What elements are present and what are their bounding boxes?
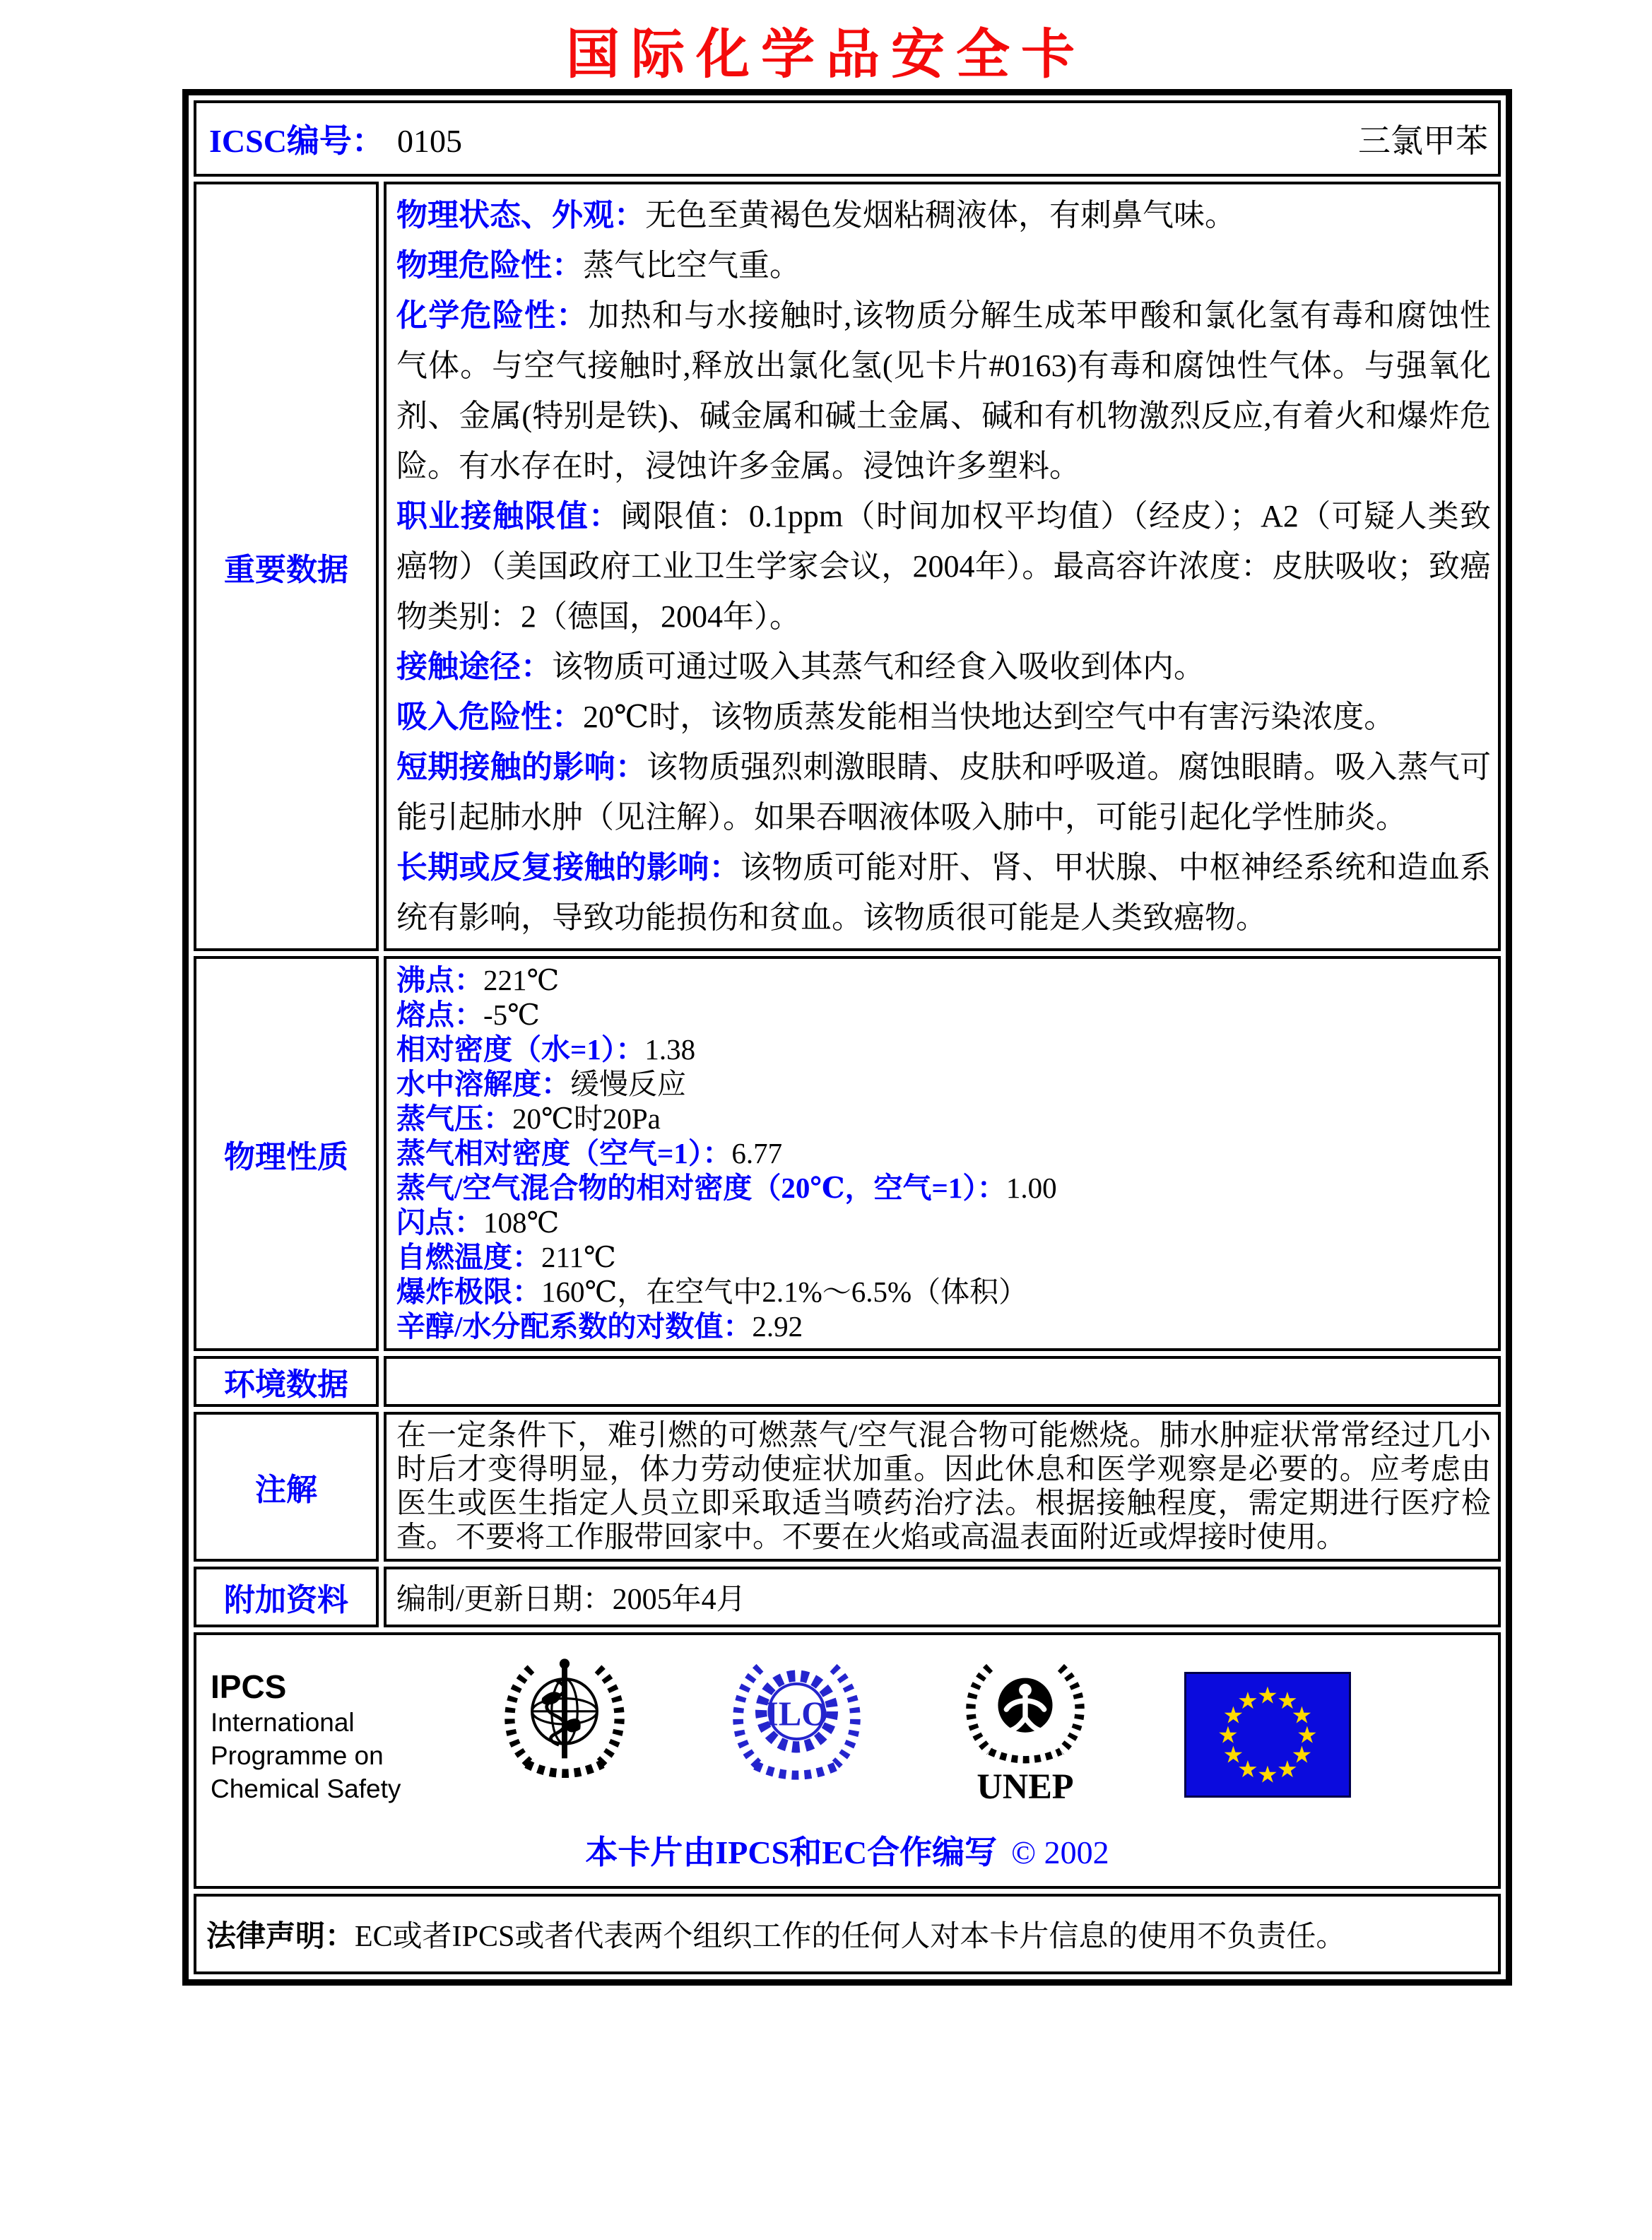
eu-flag-star: ★ [1237,1755,1258,1783]
ipcs-footer-cell [194,1632,1501,1889]
header-row [194,100,1501,177]
eu-flag-icon [1184,1672,1351,1798]
eu-flag-star: ★ [1257,1681,1278,1709]
notes-row [194,1412,1501,1562]
environmental-data-content [384,1356,1501,1407]
physical-item: 水中溶解度：缓慢反应 [396,1068,686,1100]
row-label-important-data: 重要数据 [194,182,379,951]
important-item: 物理状态、外观：无色至黄褐色发烟粘稠液体，有刺鼻气味。 [396,198,1236,232]
important-item: 职业接触限值：阈限值：0.1ppm（时间加权平均值）（经皮）；A2（可疑人类致癌物）（美国政府工业卫生学家会议，2004年）。最高容许浓度：皮肤吸收；致癌物类别：2（德国，2004年）。 [396,499,1491,634]
eu-flag-star: ★ [1237,1687,1258,1715]
additional-info-row [194,1567,1501,1627]
eu-flag-star: ★ [1277,1687,1298,1715]
eu-flag-star: ★ [1291,1740,1313,1769]
ipcs-text-block [211,1668,401,1805]
icsc-number-label: ICSC编号： [209,123,384,159]
physical-item: 爆炸极限：160℃，在空气中2.1%～6.5%（体积） [396,1275,1028,1308]
row-label-notes: 注解 [194,1412,379,1562]
ilo-logo-text: ILO [765,1694,829,1733]
unep-logo-icon [962,1655,1088,1805]
important-data-row [194,182,1501,951]
eu-flag-star: ★ [1222,1701,1244,1729]
important-data-content [384,182,1501,951]
ilo-logo-icon [728,1656,866,1785]
copyright-line [196,1827,1498,1873]
legal-statement-label: 法律声明： [206,1921,355,1953]
physical-item: 熔点：-5℃ [396,998,541,1031]
eu-flag-star: ★ [1291,1701,1313,1729]
icsc-number-value: 0105 [396,123,462,159]
eu-flag-star: ★ [1257,1760,1278,1788]
important-item: 化学危险性：加热和与水接触时,该物质分解生成苯甲酸和氯化氢有毒和腐蚀性气体。与空气接触时,释放出氯化氢(见卡片#0163)有毒和腐蚀性气体。与强氧化剂、金属(特别是铁)、碱金属和碱土金属、碱和有机物激烈反应,有着火和爆炸危险。有水存在时，浸蚀许多金属。浸蚀许多塑料。 [396,298,1492,483]
row-label-additional-info: 附加资料 [194,1567,379,1627]
chemical-name: 三氯甲苯 [1358,123,1488,159]
eu-flag-star: ★ [1297,1721,1318,1749]
physical-item: 自燃温度：211℃ [396,1241,616,1273]
legal-statement-text: EC或者IPCS或者代表两个组织工作的任何人对本卡片信息的使用不负责任。 [355,1921,1346,1953]
notes-content [384,1412,1501,1562]
copyright-year: © 2002 [1011,1834,1109,1870]
row-label-environmental-data: 环境数据 [194,1356,379,1407]
eu-flag-star: ★ [1222,1740,1244,1769]
physical-item: 蒸气/空气混合物的相对密度（20℃，空气=1）：1.00 [396,1172,1057,1204]
physical-item: 沸点：221℃ [396,964,560,996]
icsc-number-group [209,115,462,162]
header-cell [194,100,1501,177]
important-item: 长期或反复接触的影响：该物质可能对肝、肾、甲状腺、中枢神经系统和造血系统有影响，导致功能损伤和贫血。该物质很可能是人类致癌物。 [396,850,1492,935]
physical-item: 相对密度（水=1）：1.38 [396,1033,696,1066]
physical-item: 闪点：108℃ [396,1206,560,1239]
logo-strip [196,1645,1498,1805]
important-item: 接触途径：该物质可通过吸入其蒸气和经食入吸收到体内。 [396,649,1205,684]
important-item: 物理危险性：蒸气比空气重。 [396,248,801,283]
unep-logo-text: UNEP [976,1767,1074,1805]
notes-text: 在一定条件下，难引燃的可燃蒸气/空气混合物可能燃烧。肺水肿症状常常经过几小时后才变得明显，体力劳动使症状加重。因此休息和医学观察是必要的。应考虑由医生或医生指定人员立即采取适当喷药治疗法。根据接触程度，需定期进行医疗检查。不要将工作服带回家中。不要在火焰或高温表面附近或焊接时使用。 [396,1420,1491,1554]
row-label-physical-properties: 物理性质 [194,956,379,1351]
page-title: 国际化学品安全卡 [566,23,1086,86]
legal-statement-cell [194,1894,1501,1974]
ipcs-footer-row [194,1632,1501,1889]
eu-flag-star: ★ [1277,1755,1298,1783]
ipcs-subtitle-line: Programme on [211,1741,384,1770]
environmental-data-row [194,1356,1501,1407]
ipcs-acronym: IPCS [211,1668,287,1705]
physical-properties-content [384,956,1501,1351]
eu-flag-star: ★ [1217,1721,1239,1749]
legal-row [194,1894,1501,1974]
icsc-card-table [182,89,1512,1986]
important-item: 吸入危险性：20℃时，该物质蒸发能相当快地达到空气中有害污染浓度。 [396,700,1396,734]
physical-properties-row [194,956,1501,1351]
physical-item: 辛醇/水分配系数的对数值：2.92 [396,1310,803,1343]
physical-item: 蒸气相对密度（空气=1）：6.77 [396,1137,783,1169]
additional-info-content: 编制/更新日期：2005年4月 [384,1567,1501,1627]
ipcs-subtitle-line: Chemical Safety [211,1774,401,1803]
important-item: 短期接触的影响：该物质强烈刺激眼睛、皮肤和呼吸道。腐蚀眼睛。吸入蒸气可能引起肺水肿（见注解）。如果吞咽液体吸入肺中，可能引起化学性肺炎。 [396,750,1492,835]
ipcs-subtitle-line: International [211,1708,355,1737]
physical-item: 蒸气压：20℃时20Pa [396,1102,661,1135]
copyright-text: 本卡片由IPCS和EC合作编写 [585,1834,998,1870]
who-logo-icon [497,1655,632,1786]
